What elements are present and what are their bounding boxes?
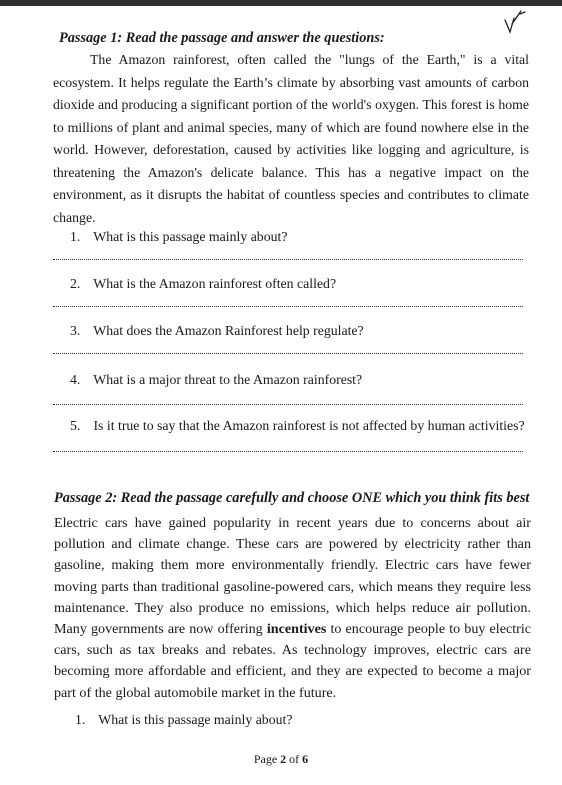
question-text: What is this passage mainly about? <box>93 229 288 244</box>
question-number: 5. <box>70 418 81 433</box>
passage2-text-before: Electric cars have gained popularity in recent years due to concerns about air pollution and climate change. These cars are powered by electricity rather than gasoline, making them more environmentally friendly. Electric cars have fewer moving parts than traditional gasoline-powered cars, which means they require less maintenance. They also produce no emissions, which helps reduce air pollution. Many governments are now offering <box>54 515 531 638</box>
answer-line-2[interactable] <box>53 306 523 307</box>
passage1-text: The Amazon rainforest, often called the "lungs of the Earth," is a vital ecosystem. It helps regulate the Earth’s climate by absorbing vast amounts of carbon dioxide and producing a significant portion of the world's oxygen. This forest is home to millions of plant and animal species, many of which are found nowhere else in the world. However, deforestation, caused by activities like logging and agriculture, is threatening the Amazon's delicate balance. This has a negative impact on the environment, as it disrupts the habitat of countless species and contributes to climate change. <box>53 52 529 225</box>
current-page-number: 2 <box>280 752 287 766</box>
passage2-question-1 <box>75 712 292 728</box>
question-number: 1. <box>70 229 81 244</box>
passage1-question-2 <box>70 276 336 292</box>
question-text: What is a major threat to the Amazon rainforest? <box>93 372 363 387</box>
question-text: What is this passage mainly about? <box>98 712 293 727</box>
passage2-bold-word: incentives <box>266 621 327 638</box>
passage1-heading: Passage 1: Read the passage and answer the questions: <box>59 30 385 46</box>
question-number: 3. <box>70 323 81 338</box>
question-number: 4. <box>70 372 81 387</box>
question-number: 1. <box>75 712 86 727</box>
passage2-text-after: to encourage people to buy electric cars, such as tax breaks and rebates. As technology improves, electric cars are becoming more affordable and efficient, and they are expected to become a major part of the global automobile market in the future. <box>54 621 531 701</box>
page-footer <box>0 752 562 767</box>
question-text: Is it true to say that the Amazon rainforest is not affected by human activities? <box>93 418 525 433</box>
passage1-question-4 <box>70 372 362 388</box>
passage1-question-3 <box>70 323 364 339</box>
answer-line-3[interactable] <box>53 353 523 354</box>
page-label: Page <box>253 752 278 766</box>
answer-line-5[interactable] <box>53 451 523 452</box>
passage1-question-1 <box>70 229 287 245</box>
passage1-question-5 <box>70 418 525 434</box>
answer-line-1[interactable] <box>53 259 523 260</box>
passage2-text <box>54 513 531 704</box>
passage2-heading: Passage 2: Read the passage carefully and choose ONE which you think fits best <box>54 490 530 506</box>
of-label: of <box>289 752 300 766</box>
answer-line-4[interactable] <box>53 404 523 405</box>
question-number: 2. <box>70 276 81 291</box>
total-pages-number: 6 <box>302 752 309 766</box>
question-text: What does the Amazon Rainforest help regulate? <box>93 323 364 338</box>
question-text: What is the Amazon rainforest often called? <box>93 276 337 291</box>
